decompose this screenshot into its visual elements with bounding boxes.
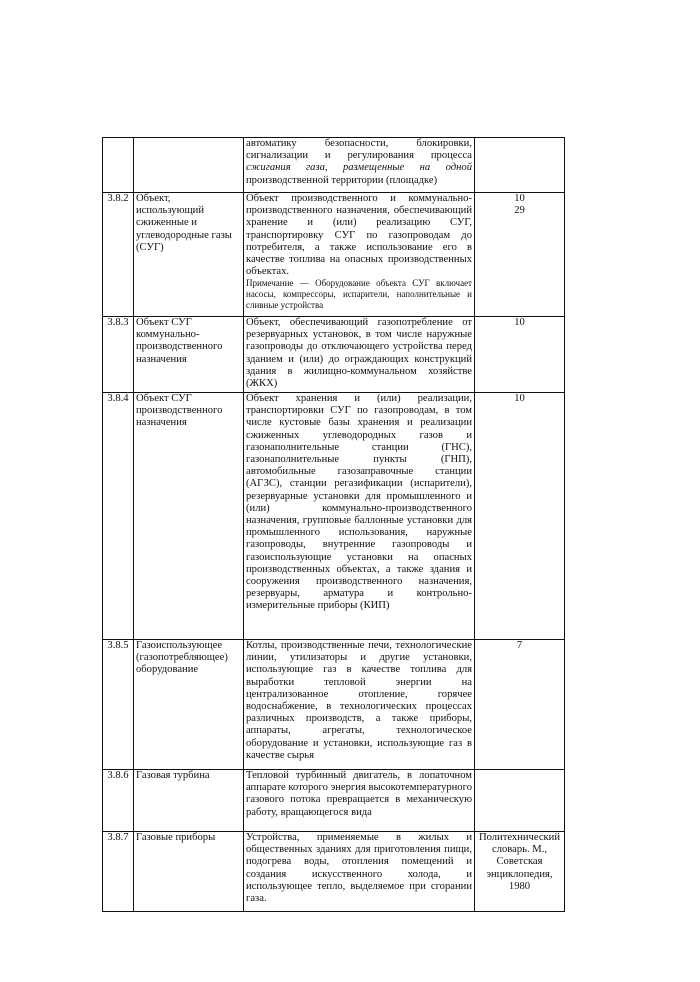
term-source: 10 [475, 393, 565, 640]
term-definition: Объект производственного и коммунально-производственного назначения, обеспечивающий хранение и (или) реализацию СУГ, транспортировку СУГ по газопроводам до потребителя, а также использование его в качестве топлива на опасных производственных объектах. Примечание — Оборудование объекта СУГ включает насосы, компрессоры, испарители, наполнительные и сливные устройства [244, 193, 475, 317]
table-row [103, 640, 565, 770]
term-name: Объект, использующий сжиженные и углеводородные газы (СУГ) [134, 193, 244, 317]
term-definition: Объект хранения и (или) реализации, транспортировки СУГ по газопроводам, в том числе кустовые базы хранения и реализации сжиженных углеводородных газов и газонаполнительные станции (ГНС), газонаполнительные пункты (ГНП), автомобильные газозаправочные станции (АГЗС), станции регазификации (испарители), резервуарные установки для промышленного и (или) коммунально-производственного назначения, групповые баллонные установки для промышленного использования, наружные газопроводы, внутренние газопроводы и газоиспользующие установки на опасных производственных объектах, а также здания и сооружения производственного назначения, резервуары, арматура и контрольно-измерительные приборы (КИП) [244, 393, 475, 640]
term-source: Политехнический словарь. М., Советская энциклопедия, 1980 [475, 832, 565, 912]
terms-table [102, 137, 565, 912]
term-number [103, 138, 134, 193]
term-source: 7 [475, 640, 565, 770]
term-number: 3.8.3 [103, 317, 134, 393]
table-row [103, 393, 565, 640]
term-source: 10 [475, 317, 565, 393]
term-name: Объект СУГ коммунально-производственного назначения [134, 317, 244, 393]
term-definition: Тепловой турбинный двигатель, в лопаточном аппарате которого энергия высокотемпературного газового потока превращается в механическую работу, вращающегося вида [244, 770, 475, 832]
table-row [103, 832, 565, 912]
term-name: Газовая турбина [134, 770, 244, 832]
term-name: Газовые приборы [134, 832, 244, 912]
term-name: Объект СУГ производственного назначения [134, 393, 244, 640]
term-definition: Устройства, применяемые в жилых и общественных зданиях для приготовления пищи, подогрева воды, отопления помещений и создания искусственного холода, и использующее тепло, выделяемое при сгорании газа. [244, 832, 475, 912]
term-definition: Котлы, производственные печи, технологические линии, утилизаторы и другие установки, использующие газ в качестве топлива для выработки тепловой энергии на централизованное отопление, горячее водоснабжение, в технологических процессах различных производств, а также приборы, аппараты, агрегаты, технологическое оборудование и установки, использующие газ в качестве сырья [244, 640, 475, 770]
term-definition: Объект, обеспечивающий газопотребление от резервуарных установок, в том числе наружные газопроводы до отключающего устройства перед зданием и (или) до ограждающих конструкций здания в жилищно-коммунальном хозяйстве (ЖКХ) [244, 317, 475, 393]
term-name: Газоиспользующее (газопотребляющее) оборудование [134, 640, 244, 770]
term-number: 3.8.5 [103, 640, 134, 770]
term-number: 3.8.6 [103, 770, 134, 832]
term-number: 3.8.4 [103, 393, 134, 640]
term-source [475, 138, 565, 193]
table-row [103, 193, 565, 317]
table-row [103, 770, 565, 832]
term-number: 3.8.7 [103, 832, 134, 912]
term-source: 10 29 [475, 193, 565, 317]
term-name [134, 138, 244, 193]
term-definition: автоматику безопасности, блокировки, сигнализации и регулирования процесса сжигания газа, размещенные на одной производственной территории (площадке) [244, 138, 475, 193]
table-row [103, 138, 565, 193]
term-note: Примечание — Оборудование объекта СУГ включает насосы, компрессоры, испарители, наполнительные и сливные устройства [246, 278, 472, 311]
term-number: 3.8.2 [103, 193, 134, 317]
term-source [475, 770, 565, 832]
table-row [103, 317, 565, 393]
